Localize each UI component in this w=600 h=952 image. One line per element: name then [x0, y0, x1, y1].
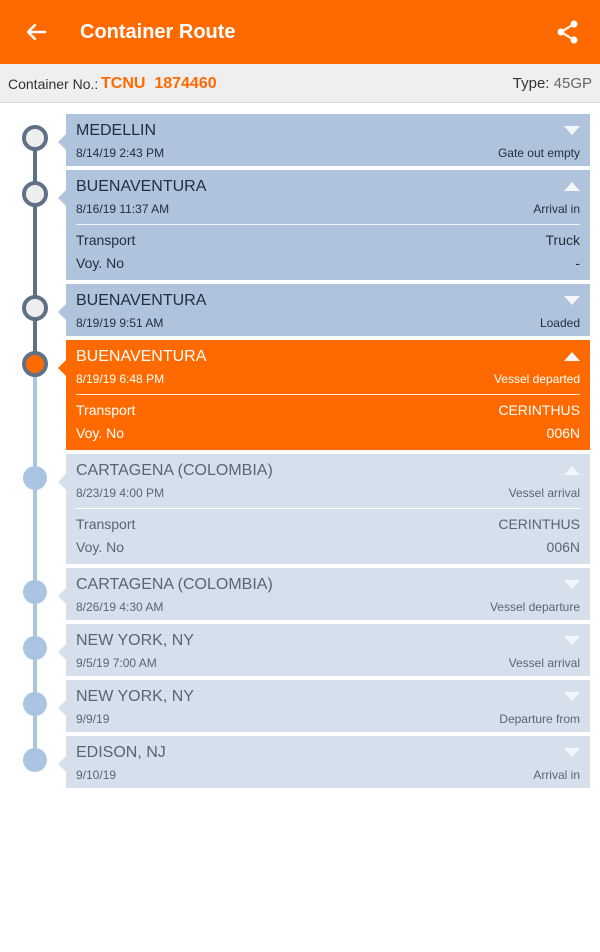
container-number: TCNU 1874460 — [101, 75, 217, 92]
event-status: Arrival in — [533, 768, 580, 782]
share-icon[interactable] — [552, 16, 584, 48]
event-location: NEW YORK, NY — [76, 688, 194, 705]
chevron-down-icon[interactable] — [564, 692, 580, 701]
event-status: Departure from — [499, 712, 580, 726]
stop-marker — [22, 125, 48, 151]
timeline-connector — [33, 364, 37, 478]
stop-marker — [23, 466, 47, 490]
card-divider — [76, 394, 580, 395]
card-divider — [76, 224, 580, 225]
card-divider — [76, 508, 580, 509]
stop-marker — [23, 692, 47, 716]
card-pointer — [58, 474, 66, 490]
route-event-card[interactable] — [66, 340, 590, 450]
route-event-card[interactable] — [66, 284, 590, 336]
card-pointer — [58, 644, 66, 660]
stop-marker — [22, 181, 48, 207]
route-event-card[interactable] — [66, 624, 590, 676]
chevron-up-icon[interactable] — [564, 466, 580, 475]
voyage-value: 006N — [546, 539, 580, 555]
event-location: MEDELLIN — [76, 122, 157, 139]
stop-marker — [22, 295, 48, 321]
voyage-value: 006N — [546, 425, 580, 441]
event-status: Vessel arrival — [508, 656, 580, 670]
container-type-label: Type: — [512, 75, 550, 92]
event-date: 8/16/19 11:37 AM — [76, 202, 170, 216]
route-event-card[interactable] — [66, 680, 590, 732]
transport-value: Truck — [545, 232, 580, 248]
current-stop-marker — [22, 351, 48, 377]
event-status: Arrival in — [533, 202, 580, 216]
voyage-value: - — [575, 255, 580, 271]
event-status: Vessel departure — [489, 600, 580, 614]
event-date: 9/10/19 — [76, 768, 117, 782]
route-event-card[interactable] — [66, 568, 590, 620]
page-title: Container Route — [80, 21, 236, 43]
event-location: BUENAVENTURA — [76, 178, 207, 195]
card-pointer — [58, 190, 66, 206]
voyage-label: Voy. No — [76, 425, 124, 441]
transport-label: Transport — [76, 232, 136, 248]
timeline-connector — [33, 194, 37, 308]
container-info-bar — [0, 64, 600, 103]
event-date: 9/9/19 — [76, 712, 110, 726]
route-event-card[interactable] — [66, 454, 590, 564]
chevron-down-icon[interactable] — [564, 748, 580, 757]
voyage-label: Voy. No — [76, 255, 124, 271]
container-type — [513, 75, 592, 92]
event-date: 8/23/19 4:00 PM — [76, 486, 165, 500]
card-pointer — [58, 588, 66, 604]
chevron-down-icon[interactable] — [564, 580, 580, 589]
event-status: Loaded — [539, 316, 580, 330]
voyage-label: Voy. No — [76, 539, 124, 555]
card-pointer — [58, 756, 66, 772]
event-date: 9/5/19 7:00 AM — [76, 656, 157, 670]
event-location: BUENAVENTURA — [76, 292, 207, 309]
card-pointer — [58, 304, 66, 320]
arrow-left-icon[interactable] — [20, 16, 52, 48]
event-date: 8/19/19 9:51 AM — [76, 316, 164, 330]
card-pointer — [58, 360, 66, 376]
route-event-card[interactable] — [66, 170, 590, 280]
chevron-down-icon[interactable] — [564, 126, 580, 135]
event-location: CARTAGENA (COLOMBIA) — [76, 576, 273, 593]
card-pointer — [58, 134, 66, 150]
chevron-up-icon[interactable] — [564, 182, 580, 191]
event-date: 8/19/19 6:48 PM — [76, 372, 165, 386]
event-location: BUENAVENTURA — [76, 348, 207, 365]
route-event-card[interactable] — [66, 114, 590, 166]
transport-value: CERINTHUS — [498, 402, 580, 418]
event-date: 8/26/19 4:30 AM — [76, 600, 164, 614]
container-number-label: Container No.: — [8, 76, 99, 92]
event-location: CARTAGENA (COLOMBIA) — [76, 462, 273, 479]
chevron-down-icon[interactable] — [564, 296, 580, 305]
stop-marker — [23, 748, 47, 772]
transport-label: Transport — [76, 402, 136, 418]
chevron-down-icon[interactable] — [564, 636, 580, 645]
card-pointer — [58, 700, 66, 716]
stop-marker — [23, 636, 47, 660]
container-type-value: 45GP — [553, 75, 592, 92]
route-event-card[interactable] — [66, 736, 590, 788]
event-date: 8/14/19 2:43 PM — [76, 146, 165, 160]
app-bar — [0, 0, 600, 64]
event-status: Vessel departed — [493, 372, 580, 386]
transport-value: CERINTHUS — [498, 516, 580, 532]
event-status: Gate out empty — [497, 146, 580, 160]
transport-label: Transport — [76, 516, 136, 532]
event-location: EDISON, NJ — [76, 744, 166, 761]
event-location: NEW YORK, NY — [76, 632, 194, 649]
chevron-up-icon[interactable] — [564, 352, 580, 361]
event-status: Vessel arrival — [508, 486, 580, 500]
timeline-connector — [33, 478, 37, 592]
stop-marker — [23, 580, 47, 604]
